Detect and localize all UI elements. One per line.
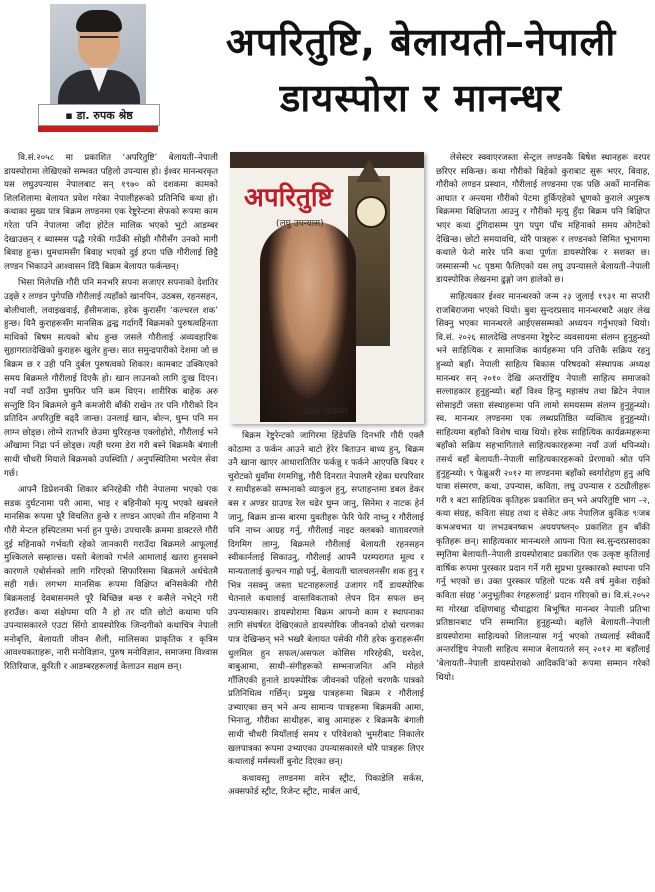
paragraph: बिक्रम रेष्टुरेन्टको जागिरमा हिंडेपछि दिनभरि गौरी एक्लै कोठामा उ फर्कन आउने बाटो हेरेर बिताउन बाध्य हुन्, बिक्रम उनै खाना खाएर आधारातितिर फर्कन्नु र फर्कने आएपछि बियर र चुरोटको धुवाँमा रंगमगिन्नु, गौरी दिनरात नेपालमै रहेका घरपरिवार र साथीहरूको सम्भनाको व्याकुल हुनु, सप्ताहन्तमा डबल डेकर बस र अण्डर ग्राउण्ड रेल चढेर घुम्न जानु, सिनेमा र नाटक हेर्न जानु, बिक्रम डान्स बारमा युवतीहरू फेरि फेरि नाच्नु र गौरीलाई पनि नाच्न आग्रह गर्नु, गौरीलाई नाइट क्लबको वातावरणले दिगमिग लाग्नु, बिक्रमले गौरीलाई बेलायती रहनसहन स्वीकार्नलाई सिकाउनु, गौरीलाई आफ्नै परम्परागत मूल्य र मान्यतालाई कुल्चन गाह्रो पर्नु, बेलायती चालचलनसँग शक हुनु र भित्र नसक्नु जस्ता घटनाहरूलाई उजागर गर्दै डायस्पोरिक चेतनाले कथालाई वास्तविकताको लेपन दिन सफल छन् उपन्यासकार। डायस्पोरामा बिक्रम आफ्नो काम र स्थापनाका लागि संघर्षरत देखिएकाले डायस्पोरिक जीवनको दोस्रो चरणका पात्र देखिन्छन् भने भखरै बेलायत पसेकी गौरी हरेक कुराहरूसँग धुलमिल हुन सफल/असफल कोसिस गरिरहेकी, घरदेश, बाबुआमा, साथी–संगीहरूको सम्भनाजनित अनि मोहले गाँजिएकी हुनाले डायस्पोरिक जीवनको पहिलो चरणकै पात्रको प्रतिनिधित्व गर्छिन्। प्रमुख पात्रहरूमा बिक्रम र गौरीलाई उभ्याएका छन् भने अन्य सामान्य पात्रहरूमा बिक्रमकी आमा, भिनाजु, गौरीका साथीहरू, बाबु आमाहरू र बिक्रमकै बंगाली साथी चौधरी मियाँलाई समय र परिवेशको भुमरीबाट निकालेर खलपात्रका रूपमा उभ्याएका उपन्यासकारले थोरै पात्रहरू लिएर कथालाई मर्मस्पर्शी बुनोट दिएका छन्। — [228, 431, 424, 768]
byline-accent-bar — [38, 126, 158, 132]
paragraph: कथावस्तु लण्डनमा वारेन स्ट्रीट, पिकाडेलि सर्कस, अक्सफोर्ड स्ट्रीट, रिजेन्ट स्ट्रीट, मार्बल आर्च, — [228, 773, 424, 798]
big-ben-clock-icon — [355, 196, 387, 228]
headline-line-2: डायस्पोरा र मानन्धर — [280, 76, 562, 120]
byline-bullet-icon: ▪ — [65, 108, 73, 122]
book-subtitle: (लघु उपन्यास) — [276, 219, 324, 229]
book-cover-image — [230, 152, 424, 424]
headline-line-1: अपरितुष्टि, बेलायती–नेपाली — [225, 20, 617, 64]
byline-name: डा. रुपक श्रेष्ठ — [76, 108, 133, 122]
headline — [196, 14, 646, 126]
paragraph: वि.सं.२०५८ मा प्रकाशित ‘अपरितुष्टि’ बेलायती–नेपाली डायस्पोरामा लेखिएको सम्भवत पहिलो उपन्यास हो। ईश्वर मानन्धरकृत यस लघुउपन्यास नेपालबाट सन् १९७० को दशकमा कामको शिलशिलामा बेलायत प्रवेश गरेका नेपालीहरूको प्रतिनिधि कथा हो। कथाका मुख्य पात्र बिक्रम लण्डनमा एक रेष्टुरेन्टमा सेफको रूपमा काम गरेता पनि नेपालमा जाँदा होटेल मालिक भएको भुटो आडम्बर देखाउछन् र ब्यास्मस पद्धै गरेकी गाउँकी सोझी गौरीसँग उनको मागी बिवाह हुन्छ। धुमधामसँग बिवाह भएको दुई हप्ता पछि गौरीलाई छिट्टै लण्डन भिकाउने आश्वासन दिँदै बिक्रम बेलायत फर्कन्छन्। — [4, 153, 218, 272]
article-column-left — [4, 152, 218, 888]
byline — [38, 104, 160, 126]
paragraph: आफ्नै डिप्रेशनकी शिकार बनिरहेकी गौरी नेपालमा भएको एक सडक दुर्घटनामा परी आमा, भाइ र बहिनीको मृत्यु भएको खबरले मानसिक रूपमा पूरै विचलित हुन्छे र लण्डन आएको तीन महिनामा नै गौरी मेन्टल हस्पिटलमा भर्ना हुन पुग्छे। उपचारकै क्रममा डाक्टरले गौरी दुई महिनाको गर्भवती रहेको जानकारी गराउँदा बिक्रमले आफूलाई मुश्किलले सम्हाल्छ। यस्तो बेलाको गर्भले आमालाई खतरा हुनसक्ने कारणले एबोर्सनको लागि गरिएको सिफारिसमा बिक्रमले अर्धचेतमै सही गर्छ। लगभग मानसिक रूपमा विक्षिप्त बनिसकेकी गौरी बिक्रमलाई देवबासनमले पूरै बिच्छिन्न बन्छ र कसैले नभेट्ने गरी हराउँछ। कथा संक्षेपमा यति नै हो तर यति छोटो कथामा पनि उपन्यासकारले एउटा सिंगो डायस्पोरिक जिन्दगीको कथाचित्र नेपाली मनोबृत्ति, बेलायती जीवन शैली, मालिसका प्राकृतिक र कृत्रिम आवश्यकताहरू, नारी मनोविज्ञान, पुरुष मनोविज्ञान, समाजमा विश्वास रितिरिवाज, कुरिती र आडम्बरहरूलाई केलाउन सक्षम छन्। — [4, 485, 218, 672]
book-title: अपरितुष्टि — [244, 183, 333, 213]
woman-portrait — [260, 222, 356, 422]
article-column-right — [436, 152, 650, 888]
paragraph: भिसा मिलेपछि गौरी पनि मनभरि सपना सजाएर सपनाको देशतिर उड्छे र लण्डन पुगेपछि गौरीलाई त्यहाँको खानपिन, उठबस, रहनसहन, बोलीचाली, लवाइखवाई, हँसीमजाक, हरेक कुरासँग ‘कल्चरल शक’ हुन्छ। यिनै कुराहरूसँग मानसिक द्वन्द्व गर्दागर्दै बिक्रमको पुरुषत्वहिनता माथिको बिषम सत्यको बोध हुन्छ जसले गौरीलाई अव्यवहारिक सुहागरातदेखिको कुराहरू खुलेर हुन्छ। सात समुन्द्रपारीको देशमा जो छ बिक्रम छ र उही पनि दुर्बल पुरुषत्वको शिकार। कामबाट उक्किएको समय बिक्रमले गौरीलाई दिएकै हो। खान लाउनको लागि दुःख दिएन। नयाँ नयाँ ठाउँमा घुमफिर पनि कम थिएन। शारीरिक बाहेक अरु सन्तुष्टि दिन बिक्रमले कुनै कमजोरी बाँकी राखेन तर पनि गौरीको दिन प्रतिदिन अपरितुष्टि बढ्दै जान्छ। उनलाई खान, बोल्न, घुम्न पनि मन लाग्न छोड्छ। लोग्ने रातभरि छेउमा घुरिरहन्छ एक्लोहोरो, गौरीलाई भने आँखामा निद्रा पर्न छोड्छ। त्यही घरमा डेरा गरी बस्ने बिक्रमकै बंगाली साथी चौधरी मियाले बिक्रमको उपस्थिति / अनुपस्थितिमा भरयेल सेवा गर्छ। — [4, 278, 218, 479]
paragraph: लेसेस्टर स्क्वाएरजस्ता सेन्ट्रल लण्डनकै बिषेश स्थानहरू वरपर छरिएर सकिन्छ। कथा गौरीको बिहेको कुराबाट सुरू भएर, बिवाह, गौरीको लण्डन प्रस्थान, गौरीलाई लण्डनमा एक पछि अर्को मानसिक आघात र अन्त्यमा गौरीको पेटमा हुर्किएहेको भ्रूणको कुराले अपुरूष बिक्रममा बिक्षिप्तता आउनु र गौरीको मृत्यु हुँदा बिक्रम पनि बिक्षिप्त भएर कथा टुंगिदासम्म पुग पपुग पाँच महिनाको समय ओगटेको देखिन्छ। छोटो समयावधि, थोरै पात्रहरू र लण्डनको सिमित भूभागमा कथाले फेरो मारेर पनि कथा पूर्णतः डायस्पोरिक र सशक्त छ। जस्मासन्मी ५८ पृष्ठमा फैलिएको यस लघु उपन्यासले बेलायती–नेपाली डायस्पोरिक लेखनमा ढुङ्गो जग हालेको छ। — [436, 153, 650, 286]
article-column-middle — [228, 430, 424, 888]
paragraph: साहित्यकार ईश्वर मानन्धरको जन्म २३ जुलाई १९३१ मा सप्तरी राजबिराजमा भएको थियो। बुवा सुन्दरप्रसाद मानन्धरबाटै अक्षर लेख सिक्नु भएका मानन्धरले आईएससम्मको अध्ययन गर्नुभएको थियो। वि.सं. २०२६ सालदेखि लण्डनमा रेष्टुरेन्ट व्यवसायमा संलग्न हुनुहुन्थ्यो भने साहित्यिक र सामाजिक कार्यहरूमा पनि उत्तिकै सक्रिय रहनु हुन्थ्यो बहाँ। नेपाली साहित्य बिकास परिषदको संस्थापक अध्यक्ष मानन्धर सन् २०१० देखि अन्तर्राष्ट्रिय नेपाली साहित्य समाजको सल्लाहकार हुनुहुन्थ्यो। बहाँ विश्व हिन्दु महासंघ तथा ब्रिटेन नेपाल सोसाइटी जस्ता संस्थाहरूमा पनि लामो समयसम्म संलग्न हुनुहुन्थ्यो। स्व. मानन्धर लण्डनमा एक लब्धप्रतिष्ठित व्यक्तित्व हुनुहुन्थ्यो। साहित्यमा बहाँको विशेष चाख थियो। हरेक साहित्यिक कार्यक्रमहरूमा बहाँको सक्रिय सहभागिताले साहित्यकारहरूमा नयाँ उर्जा थपिन्थ्यो। तसर्थ बहाँ बेलायती–नेपाली साहित्यकारहरूको प्रेरणाको श्रोत पनि हुनुहुन्थ्यो। ९ फेब्रुअरी २०१२ मा लण्डनमा बहाँको स्वर्गारोहण हुनु अघि यात्रा संस्मरण, कथा, उपन्यास, कविता, लघु उपन्यास र ठट्यौलीहरू गरी १ बटा साहित्यिक कृतिहरू प्रकाशित छन् भने अपरितुष्टि भाग –२, कथा संग्रह, कविता संग्रह तथा द सेकेट अफ नेपालिज कुकिङ ९ःजब कभअचभत या लभउबनष्कभ अययपष्लन्० प्रकाशित हुन बाँकी कृतिहरू छन्। साहित्यकार मानन्धरले आफ्ना पिता स्व.सुन्दरप्रसादका स्मृतिमा बेलायती–नेपाली डायस्पोराबाट प्रकाशित एक उत्कृष्ट कृतिलाई वार्षिक रूपमा पुरस्कार प्रदान गर्ने गरी सुप्रभा पुरस्कारको स्थापना पनि गर्नु भएको छ। उक्त पुरस्कार पहिलो पटक यसै वर्ष मुकेश राईको कविता संग्रह ‘अनुभूतीका रंगहरूलाई’ प्रदान गरिएको छ। वि.सं.२०५२ मा गोरखा दक्षिणबाहु चौथाद्वारा बिभूषित मानन्धर नेपाली प्रतिभा प्रतिष्ठानबाट पनि सम्मानित हुनुहुन्थ्यो। बहाँले बेलायती–नेपाली डायस्पोरामा साहित्यको शिलान्यास गर्नु भएको तथ्यलाई स्वीकार्दै अन्तर्राष्ट्रिय नेपाली साहित्य समाज बेलायतले सन् २०१२ मा बहाँलाई ‘बेलायती–नेपाली डायस्पोराको आदिकवि’को रूपमा सम्मान गरेको थियो। — [436, 291, 650, 683]
author-photo — [50, 4, 146, 104]
book-author: ईश्वर मानन्धर — [304, 407, 349, 417]
